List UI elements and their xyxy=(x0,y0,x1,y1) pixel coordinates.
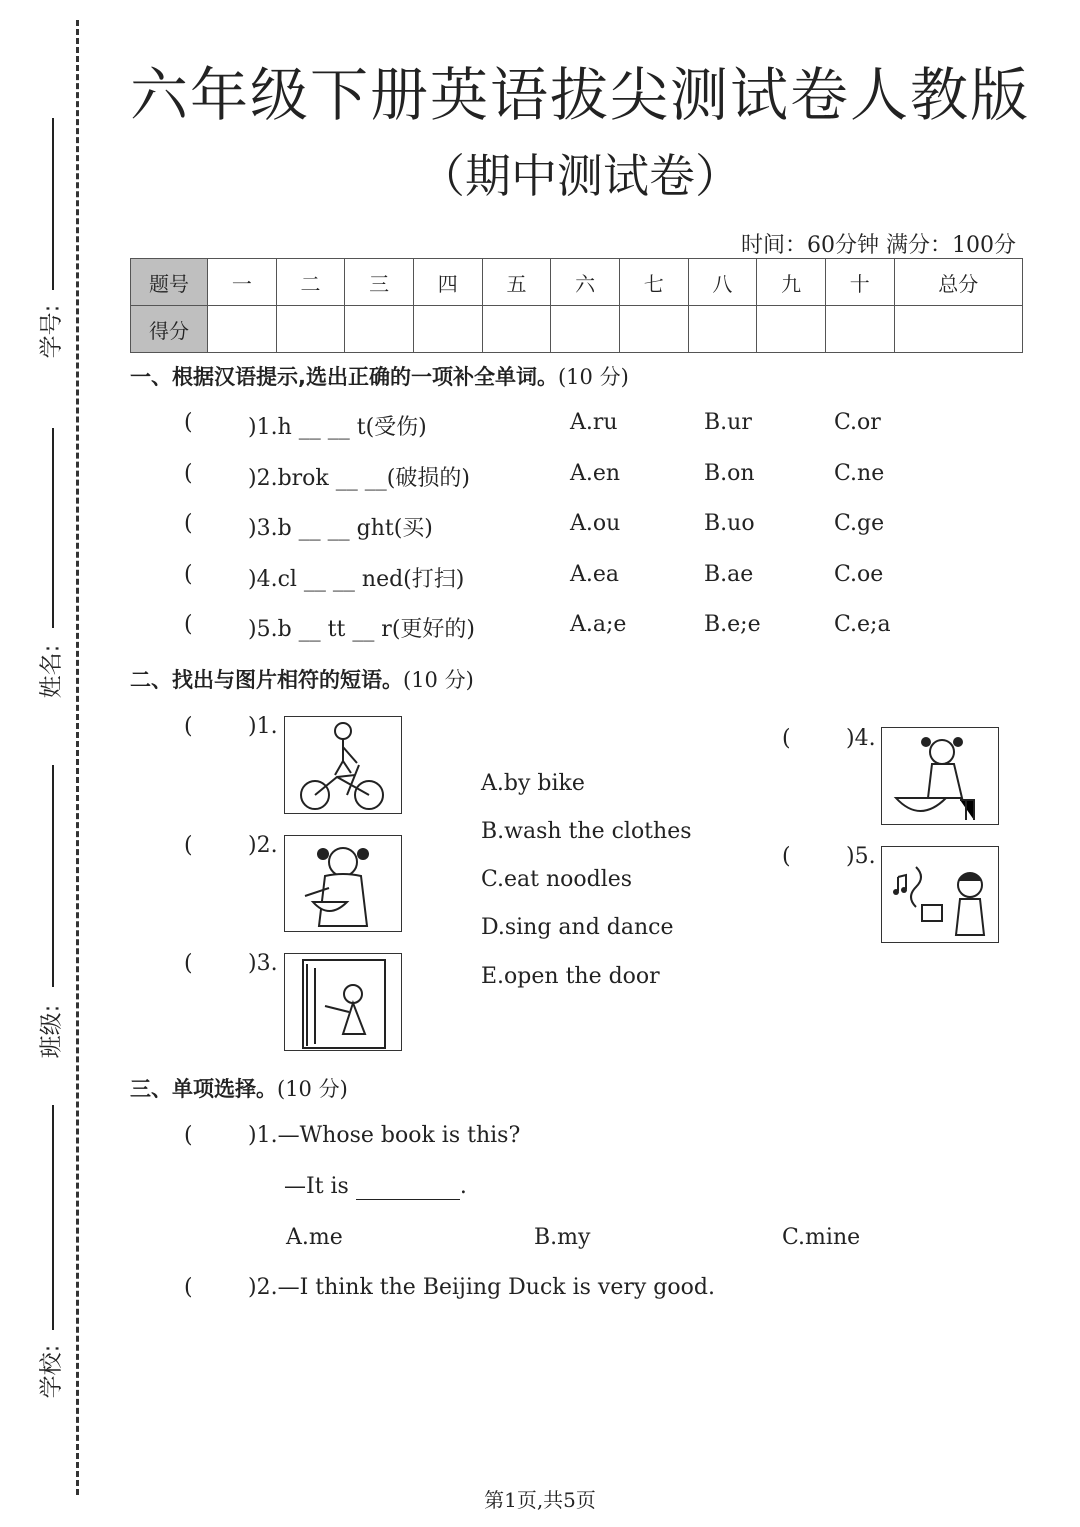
score-col: 三 xyxy=(345,259,414,306)
answer-paren[interactable]: ( xyxy=(184,1123,193,1148)
answer-paren[interactable]: ( xyxy=(782,726,791,751)
option-b: B.e;e xyxy=(704,612,761,637)
school-label: 学校: xyxy=(38,1344,65,1399)
score-cell[interactable] xyxy=(208,306,277,353)
option-a: A.ea xyxy=(570,562,620,587)
page-footer: 第1页,共5页 xyxy=(484,1488,596,1512)
option-a: A.ru xyxy=(570,410,618,435)
score-col: 七 xyxy=(619,259,688,306)
question-text: )2.—I think the Beijing Duck is very good. xyxy=(248,1275,715,1300)
question-text: )3.b __ __ ght(买) xyxy=(248,516,433,541)
class-label: 班级: xyxy=(38,1004,65,1059)
score-col: 五 xyxy=(482,259,551,306)
girl-opening-door-icon xyxy=(285,954,401,1050)
question-text: )4.cl __ __ ned(打扫) xyxy=(248,567,465,592)
score-col: 八 xyxy=(688,259,757,306)
binding-dashed-line xyxy=(76,20,79,1495)
girl-eating-noodles-icon xyxy=(285,836,401,931)
option-c: C.or xyxy=(834,410,881,435)
question-text: )5.b __ tt __ r(更好的) xyxy=(248,617,475,642)
option-a: A.en xyxy=(570,461,621,486)
name-label: 姓名: xyxy=(38,644,65,699)
answer-paren[interactable]: ( xyxy=(184,612,193,637)
score-cell[interactable] xyxy=(825,306,894,353)
option-b: B.uo xyxy=(704,511,755,536)
picture-label: )3. xyxy=(248,951,278,976)
option-c: C.e;a xyxy=(834,612,891,637)
score-cell[interactable] xyxy=(413,306,482,353)
option-c: C.oe xyxy=(834,562,884,587)
score-cell[interactable] xyxy=(757,306,826,353)
answer-paren[interactable]: ( xyxy=(184,461,193,486)
score-col: 一 xyxy=(208,259,277,306)
score-table xyxy=(130,258,1023,353)
answer-paren[interactable]: ( xyxy=(184,833,193,858)
answer-paren[interactable]: ( xyxy=(184,511,193,536)
girl-singing-icon xyxy=(882,847,998,942)
section3-points: (10 分) xyxy=(277,1077,348,1101)
option-b: B.ur xyxy=(704,410,752,435)
question-text: )1.—Whose book is this? xyxy=(248,1123,521,1148)
boy-riding-bike-icon xyxy=(285,717,401,813)
option-a: A.me xyxy=(286,1225,343,1250)
girl-washing-clothes-icon xyxy=(882,728,998,824)
answer-paren[interactable]: ( xyxy=(184,1275,193,1300)
score-cell[interactable] xyxy=(688,306,757,353)
option-c: C.ge xyxy=(834,511,885,536)
section2-option-a: A.by bike xyxy=(481,771,585,796)
score-table-score-row xyxy=(131,306,1023,353)
score-col: 六 xyxy=(551,259,620,306)
question-text: )2.brok __ __(破损的) xyxy=(248,466,470,491)
section2-option-b: B.wash the clothes xyxy=(481,819,692,844)
picture-label: )2. xyxy=(248,833,278,858)
picture-label: )4. xyxy=(846,726,876,751)
score-cell[interactable] xyxy=(894,306,1022,353)
picture-wash-clothes xyxy=(881,727,999,825)
answer-paren[interactable]: ( xyxy=(184,562,193,587)
section2-title: 二、找出与图片相符的短语。 xyxy=(130,668,403,692)
option-b: B.my xyxy=(534,1225,591,1250)
fill-blank[interactable] xyxy=(356,1174,460,1200)
option-a: A.a;e xyxy=(570,612,627,637)
picture-open-door xyxy=(284,953,402,1051)
score-cell[interactable] xyxy=(276,306,345,353)
section3-heading xyxy=(130,1073,348,1103)
section1-heading xyxy=(130,361,629,391)
page-subtitle: （期中测试卷） xyxy=(419,149,741,203)
picture-sing-dance xyxy=(881,846,999,943)
class-line xyxy=(52,765,54,987)
score-cell[interactable] xyxy=(551,306,620,353)
name-line xyxy=(52,428,54,628)
score-table-row-header: 题号 xyxy=(131,259,208,306)
time-info: 时间：60分钟 满分：100分 xyxy=(741,233,1016,258)
section2-points: (10 分) xyxy=(403,668,474,692)
question-text: . xyxy=(459,1174,467,1199)
section2-option-c: C.eat noodles xyxy=(481,867,633,892)
score-col: 总分 xyxy=(894,259,1022,306)
page-title: 六年级下册英语拔尖测试卷人教版 xyxy=(130,61,1031,129)
section3-title: 三、单项选择。 xyxy=(130,1077,277,1101)
answer-paren[interactable]: ( xyxy=(782,844,791,869)
student-id-label: 学号: xyxy=(38,304,65,359)
picture-label: )5. xyxy=(846,844,876,869)
question-text: —It is xyxy=(284,1174,349,1199)
section1-points: (10 分) xyxy=(557,365,629,389)
answer-paren[interactable]: ( xyxy=(184,410,193,435)
option-c: C.ne xyxy=(834,461,885,486)
score-col: 九 xyxy=(757,259,826,306)
section2-option-d: D.sing and dance xyxy=(481,915,674,940)
score-cell[interactable] xyxy=(619,306,688,353)
option-b: B.on xyxy=(704,461,755,486)
student-id-line xyxy=(52,118,54,290)
score-cell[interactable] xyxy=(482,306,551,353)
section2-option-e: E.open the door xyxy=(481,964,660,989)
answer-paren[interactable]: ( xyxy=(184,714,193,739)
option-a: A.ou xyxy=(570,511,621,536)
score-col: 二 xyxy=(276,259,345,306)
option-b: B.ae xyxy=(704,562,754,587)
score-table-row-header: 得分 xyxy=(131,306,208,353)
score-col: 十 xyxy=(825,259,894,306)
school-line xyxy=(52,1105,54,1330)
question-line xyxy=(284,1174,467,1200)
question-text: )1.h __ __ t(受伤) xyxy=(248,415,427,440)
picture-by-bike xyxy=(284,716,402,814)
option-c: C.mine xyxy=(782,1225,861,1250)
section2-heading xyxy=(130,664,474,694)
section1-title: 一、根据汉语提示,选出正确的一项补全单词。 xyxy=(130,365,558,389)
picture-label: )1. xyxy=(248,714,278,739)
score-table-header-row xyxy=(131,259,1023,306)
picture-eat-noodles xyxy=(284,835,402,932)
answer-paren[interactable]: ( xyxy=(184,951,193,976)
score-cell[interactable] xyxy=(345,306,414,353)
score-col: 四 xyxy=(413,259,482,306)
